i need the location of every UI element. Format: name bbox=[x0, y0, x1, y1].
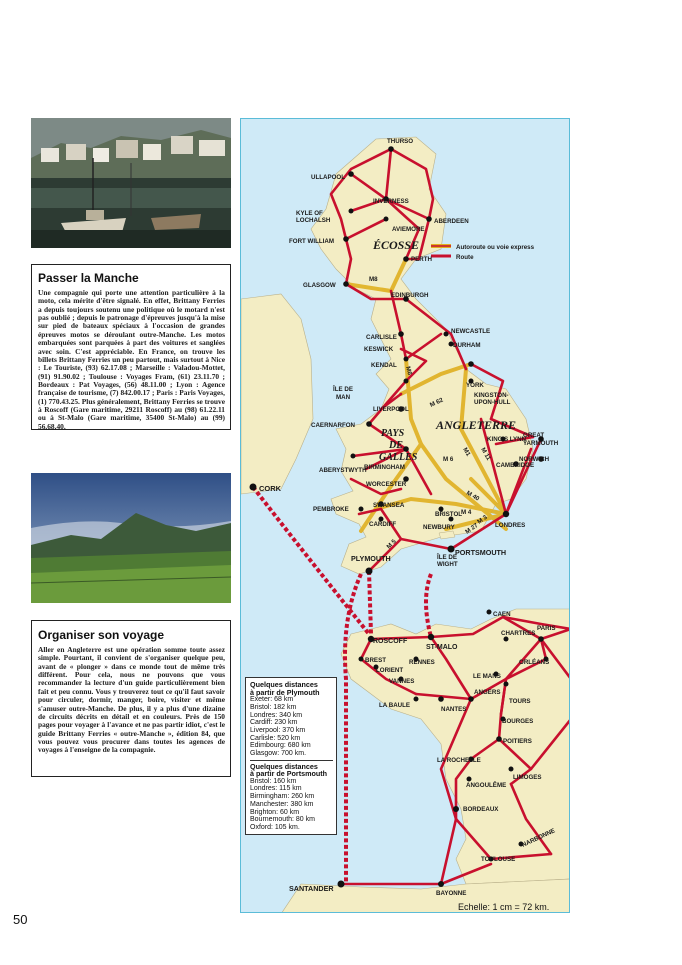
label-durham: DURHAM bbox=[453, 342, 481, 349]
harbour-photo bbox=[31, 118, 231, 248]
label-portsmouth: PORTSMOUTH bbox=[455, 548, 507, 557]
label-cambridge: CAMBRIDGE bbox=[496, 462, 535, 469]
plymouth-distances-title-2: à partir de Plymouth bbox=[250, 687, 320, 697]
page-number: 50 bbox=[13, 912, 28, 927]
label-toulouse: TOULOUSE bbox=[481, 856, 516, 863]
label-bayonne: BAYONNE bbox=[436, 890, 467, 897]
label-vannes: VANNES bbox=[389, 678, 415, 685]
label-chartres: CHARTRES bbox=[501, 630, 536, 637]
label-birmingham: BIRMINGHAM bbox=[364, 464, 405, 471]
label-perth: PERTH bbox=[411, 256, 432, 263]
label-great-yarmouth-2: YARMOUTH bbox=[523, 440, 559, 447]
portsmouth-row: Oxford: 105 km. bbox=[250, 823, 300, 831]
organiser-son-voyage-box bbox=[31, 620, 231, 777]
label-lorient: LORIENT bbox=[376, 667, 404, 674]
motorway-m8: M8 bbox=[369, 276, 378, 283]
label-narbonne: NARBONNE bbox=[520, 827, 557, 849]
portsmouth-row: Birmingham: 260 km bbox=[250, 793, 315, 801]
label-rennes: RENNES bbox=[409, 659, 435, 666]
plymouth-row: Carlisle: 520 km bbox=[250, 734, 301, 742]
passer-la-manche-title: Passer la Manche bbox=[38, 271, 139, 285]
label-keswick: KESWICK bbox=[364, 346, 394, 353]
label-carlisle: CARLISLE bbox=[366, 334, 397, 341]
map-legend bbox=[431, 244, 535, 261]
label-poitiers: POITIERS bbox=[503, 738, 532, 745]
legend-road-label: Route bbox=[456, 254, 474, 261]
region-wales-3: GALLES bbox=[379, 452, 418, 463]
motorway-m27: M 27 bbox=[464, 522, 480, 536]
label-pembroke: PEMBROKE bbox=[313, 506, 349, 513]
plymouth-row: Liverpool: 370 km bbox=[250, 726, 306, 734]
label-aberdeen: ABERDEEN bbox=[434, 218, 469, 225]
label-caen: CAEN bbox=[493, 611, 511, 618]
label-kings-lynn: KING'S LYNN bbox=[487, 436, 527, 443]
distances-box bbox=[245, 677, 337, 835]
label-york: YORK bbox=[466, 382, 484, 389]
motorway-m6b: M 6 bbox=[443, 456, 454, 463]
map-scale: Echelle: 1 cm = 72 km. bbox=[458, 902, 550, 912]
motorway-m3: M 3 bbox=[476, 513, 489, 526]
region-scotland: ÉCOSSE bbox=[373, 238, 420, 252]
ireland-landmass bbox=[241, 294, 313, 494]
label-kyle-2: LOCHALSH bbox=[296, 217, 331, 224]
label-inverness: INVERNESS bbox=[373, 198, 409, 205]
label-brest: BREST bbox=[365, 657, 386, 664]
motorway-m5: M 5 bbox=[385, 538, 398, 551]
label-aberystwyth: ABERYSTWYTH bbox=[319, 467, 367, 474]
plymouth-row: Edimbourg: 680 km bbox=[250, 742, 311, 750]
label-le-mans: LE MANS bbox=[473, 673, 501, 680]
label-cardiff: CARDIFF bbox=[369, 521, 397, 528]
label-plymouth: PLYMOUTH bbox=[351, 554, 391, 563]
label-roscoff: ROSCOFF bbox=[373, 638, 408, 645]
label-nantes: NANTES bbox=[441, 706, 467, 713]
motorway-m11: M 11 bbox=[479, 446, 493, 462]
motorway-m1: M1 bbox=[461, 446, 472, 458]
label-norwich: NORWICH bbox=[519, 456, 550, 463]
label-bordeaux: BORDEAUX bbox=[463, 806, 499, 813]
label-aviemore: AVIEMORE bbox=[392, 226, 425, 233]
region-wales-2: DE bbox=[389, 440, 403, 451]
distances-divider bbox=[250, 760, 333, 761]
portsmouth-row: Londres: 115 km bbox=[250, 785, 302, 793]
organiser-son-voyage-title: Organiser son voyage bbox=[38, 628, 165, 642]
plymouth-row: Bristol: 182 km bbox=[250, 703, 297, 711]
label-orleans: ORLÉANS bbox=[519, 659, 550, 666]
label-paris: PARIS bbox=[537, 625, 556, 632]
label-worcester: WORCESTER bbox=[366, 481, 407, 488]
label-newcastle: NEWCASTLE bbox=[451, 328, 491, 335]
label-angouleme: ANGOULÊME bbox=[466, 782, 507, 789]
portsmouth-row: Bournemouth: 80 km bbox=[250, 816, 315, 824]
label-glasgow: GLASGOW bbox=[303, 282, 336, 289]
portsmouth-row: Brighton: 60 km bbox=[250, 808, 300, 816]
plymouth-row: Londres: 340 km bbox=[250, 711, 303, 719]
label-tours: TOURS bbox=[509, 698, 531, 705]
label-isle-of-man-1: ÎLE DE bbox=[333, 386, 353, 393]
passer-la-manche-text: Une compagnie qui porte une attention particulière à la moto, cela mérite d'être signalé. En effet, Brittany Ferries a depuis toujours soutenu une politique où le motard n'est pas oublié ; depuis le patronage d'épreuves jusqu'à la mise sur pied de bateaux spéciaux à l'occasion de grandes épreuves motos se déroulant outre-Manche. Les motos embarquées sont parquées à part des voitures et sanglées avec soin. C'est appréciable. En France, on trouve les billets Brittany Ferries un peu partout, mais surtout à Nice : Le Touriste, (93) 62.17.08 ; Marseille : Valadou-Mottet, (91) 91.90.02 ; Toulouse : Voyages Fram, (61) 23.11.70 ; Bordeaux : Pat Voyages, (56) 48.11.00 ; Lyon : Agence française de tourisme, (7) 842.00.17 ; Paris : Paris Voyages, (1) 770.43.25. Plus généralement, Brittany Ferries se trouve à Roscoff (Gare maritime, 29211 Roscoff) au (98) 61.22.11 ou à St-Malo (Gare maritime, 35400 St-Malo) au (99) 56.68.40. bbox=[38, 288, 225, 431]
label-la-baule: LA BAULE bbox=[379, 702, 411, 709]
portsmouth-distances-title-1: Quelques distances bbox=[250, 761, 318, 771]
plymouth-row: Glasgow: 700 km. bbox=[250, 749, 307, 757]
legend-motorway-label: Autoroute ou voie express bbox=[456, 244, 535, 251]
region-england: ANGLETERRE bbox=[436, 418, 517, 432]
motorway-m6: M6 bbox=[404, 365, 414, 376]
label-la-rochelle: LA ROCHELLE bbox=[437, 757, 481, 764]
label-wight-2: WIGHT bbox=[437, 561, 458, 568]
portsmouth-distances-title-2: à partir de Portsmouth bbox=[250, 769, 328, 779]
portsmouth-row: Bristol: 160 km bbox=[250, 777, 297, 785]
label-swansea: SWANSEA bbox=[373, 502, 405, 509]
label-liverpool: LIVERPOOL bbox=[373, 406, 409, 413]
label-kyle-1: KYLE OF bbox=[296, 210, 323, 217]
label-newbury: NEWBURY bbox=[423, 524, 455, 531]
organiser-son-voyage-text: Aller en Angleterre est une opération somme toute assez simple. Pourtant, il convient de s'organiser quelque peu, avant de « plonger » dans ce monde tout de même très différent. Pour cela, nous ne pouvons que vous recommander la lecture d'un guide particulièrement bien fait et peu connu. Vous y trouverez tout ce qu'il faut savoir pour circuler, dormir, manger, boire, visiter et même s'amuser outre-Manche. De plus, il y a plus d'une dizaine de circuits décrits en détail et en couleurs. Près de 150 pages pour voyager à l'avance et ne pas partir idiot, c'est le guide Brittany Ferries « outre-Manche », édition 84, que vous pouvez vous procurer dans toutes les agences de voyages à l'enseigne de la compagnie. bbox=[38, 645, 225, 755]
label-kendal: KENDAL bbox=[371, 362, 397, 369]
label-caernarfon: CAERNARFON bbox=[311, 422, 355, 429]
motorway-m40: M 40 bbox=[465, 489, 481, 503]
label-fort-william: FORT WILLIAM bbox=[289, 238, 335, 245]
label-limoges: LIMOGES bbox=[513, 774, 542, 781]
plymouth-row: Cardiff: 230 km bbox=[250, 719, 298, 727]
label-hull-1: KINGSTON- bbox=[474, 392, 509, 399]
motorway-m4: M 4 bbox=[461, 509, 472, 516]
label-bourges: BOURGES bbox=[502, 718, 534, 725]
label-ullapool: ULLAPOOL bbox=[311, 174, 346, 181]
portsmouth-row: Manchester: 380 km bbox=[250, 800, 314, 808]
plymouth-distances-title-1: Quelques distances bbox=[250, 680, 318, 689]
label-wight-1: ÎLE DE bbox=[437, 554, 457, 561]
landscape-photo bbox=[31, 473, 231, 603]
region-wales-1: PAYS bbox=[381, 428, 405, 439]
motorway-m62: M 62 bbox=[428, 396, 445, 409]
label-bristol: BRISTOL bbox=[435, 511, 463, 518]
label-st-malo: ST-MALO bbox=[426, 644, 458, 651]
label-great-yarmouth-1: GREAT bbox=[523, 432, 545, 439]
label-hull-2: UPON-HULL bbox=[474, 399, 511, 406]
label-cork: CORK bbox=[259, 484, 282, 493]
label-angers: ANGERS bbox=[474, 689, 501, 696]
label-londres: LONDRES bbox=[495, 522, 526, 529]
label-santander: SANTANDER bbox=[289, 884, 334, 893]
label-isle-of-man-2: MAN bbox=[336, 394, 351, 401]
label-edinburgh: EDINBURGH bbox=[391, 292, 429, 299]
label-thurso: THURSO bbox=[387, 138, 414, 145]
plymouth-row: Exeter: 68 km bbox=[250, 696, 294, 704]
passer-la-manche-box bbox=[31, 264, 231, 430]
